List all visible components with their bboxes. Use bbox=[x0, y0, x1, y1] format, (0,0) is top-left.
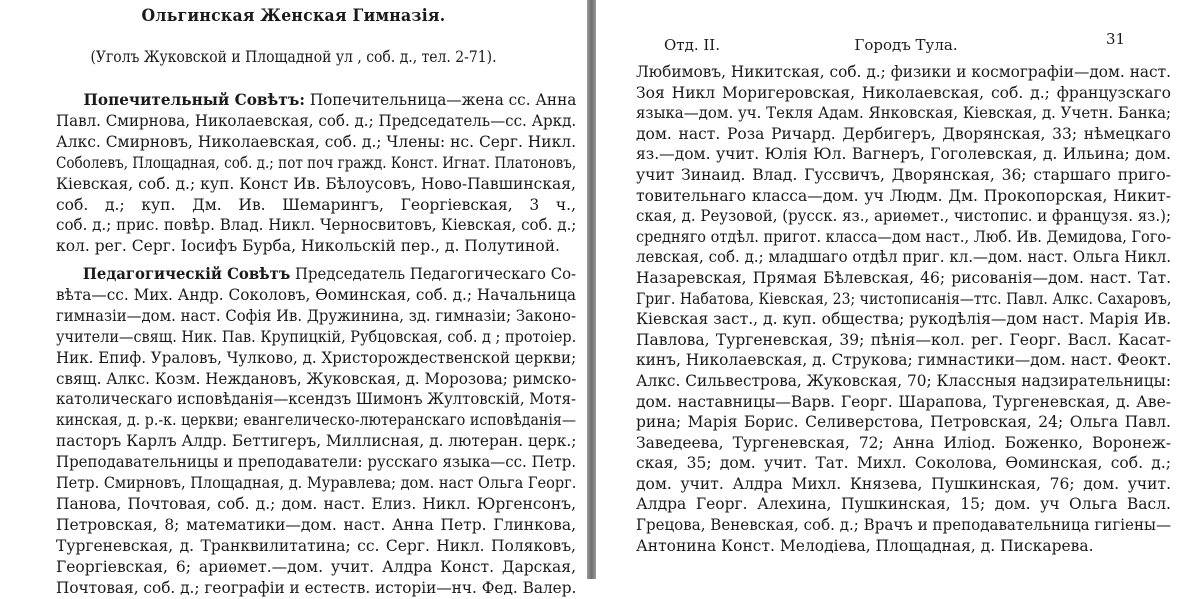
text-line: Павл. Смирнова, Николаевская, соб. д.; Председатель—сс. Аркд. bbox=[56, 111, 577, 130]
council-paragraph bbox=[56, 264, 576, 599]
text-line: Алкс. Смирновъ, Николаевская, соб. д.; Члены: нс. Серг. Никл. bbox=[56, 132, 577, 151]
text-line: кол. рег. Серг. Іосифъ Бурба, Никольскій пер., д. Полутиной. bbox=[56, 237, 560, 256]
text-line: Григ. Набатова, Кіевская, 23; чистописанія—ттс. Павл. Алкс. Сахаровъ, bbox=[636, 289, 1172, 308]
text-line: кинская, д. р.-к. церкви; евангелическо-лютеранскаго исповѣданія— bbox=[56, 411, 577, 430]
text-line: Кіевская заст., д. куп. общества; рукодѣлія—дом наст. Марія Ив. bbox=[636, 310, 1171, 329]
text-line: средняго отдѣл. пригот. класса—дом наст., Люб. Ив. Демидова, Гого- bbox=[636, 227, 1171, 246]
text-line: товительнаго класса—дом. уч Людм. Дм. Прокопорская, Никит- bbox=[636, 186, 1171, 205]
text-line: Грецова, Веневская, соб. д.; Врачъ и преподавательница гигіены— bbox=[636, 516, 1172, 535]
text-line: Ник. Епиф. Ураловъ, Чулково, д. Христорождественской церкви; bbox=[56, 348, 577, 367]
gymnasium-title: Ольгинская Женская Гимназія. bbox=[141, 6, 446, 26]
council-lead: Педагогическій Совѣтъ bbox=[82, 264, 291, 283]
right-paragraph bbox=[636, 62, 1171, 556]
page-number: 31 bbox=[1106, 30, 1126, 48]
text-line: Антонина Конст. Мелодіева, Площадная, д. Пискарева. bbox=[636, 536, 1094, 555]
page-gutter bbox=[587, 0, 596, 579]
board-paragraph bbox=[56, 90, 576, 257]
text-line: дом. наст. Роза Ричард. Дербигеръ, Дворянская, 33; нѣмецкаго bbox=[636, 124, 1171, 143]
text-line: Заведеева, Тургеневская, 72; Анна Иліод. Боженко, Воронеж- bbox=[636, 433, 1171, 452]
text-line: католическаго исповѣданія—ксендзъ Шимонъ Жултовскій, Мотя- bbox=[56, 390, 577, 409]
board-first-line bbox=[56, 90, 604, 111]
text-line: пасторъ Карлъ Алдр. Беттигеръ, Миллисная, д. лютеран. церк.; bbox=[56, 432, 577, 451]
text-line: Алкс. Сильвестрова, Жуковская, 70; Классныя надзирательницы: bbox=[636, 371, 1172, 390]
text-line: Зоя Никл Моригеровская, Николаевская, соб. д.; французскаго bbox=[636, 83, 1171, 102]
text-line: гимназіи—дом. наст. Софія Ив. Дружинина, зд. гимназіи; Законо- bbox=[56, 306, 576, 325]
gymnasium-address: (Уголъ Жуковской и Площадной ул , соб. д., тел. 2-71). bbox=[90, 48, 497, 66]
text-line: учители—свящ. Ник. Пав. Крупицкій, Рубцовская, соб. д ; протоіер. bbox=[56, 327, 577, 346]
text-line: Любимовъ, Никитская, соб. д.; физики и космографіи—дом. наст. bbox=[636, 63, 1171, 81]
text-line: Петр. Смирновъ, Площадная, д. Муравлева; дом. наст Ольга Георг. bbox=[56, 474, 577, 493]
text-line: вѣта—сс. Мих. Андр. Соколовъ, Ѳоминская, соб. д.; Начальница bbox=[56, 285, 576, 304]
section-label: Отд. II. bbox=[664, 36, 720, 54]
text-line: рина; Марія Борис. Селиверстова, Петровская, 24; Ольга Павл. bbox=[636, 413, 1171, 432]
council-first-line bbox=[56, 264, 603, 285]
text-line: ская, 35; дом. учит. Тат. Михл. Соколова, Ѳоминская, соб. д.; bbox=[636, 454, 1171, 473]
text-line: Председатель Педагогическаго Со- bbox=[290, 265, 577, 283]
running-header bbox=[596, 30, 1200, 54]
text-line: Петровская, 8; математики—дом. наст. Анна Петр. Глинкова, bbox=[56, 515, 576, 534]
text-line: Алдра Георг. Алехина, Пушкинская, 15; дом. уч Ольга Васл. bbox=[636, 495, 1171, 514]
city-heading: Городъ Тула. bbox=[854, 36, 958, 54]
text-line: Попечительница—жена сс. Анна bbox=[304, 91, 577, 109]
text-line: дом. наставницы—Варв. Георг. Шарапова, Тургеневская, д. Аве- bbox=[636, 392, 1171, 411]
text-line: Тургеневская, д. Транквилитатина; сс. Серг. Никл. Поляковъ, bbox=[56, 536, 576, 555]
text-line: ская, д. Реузовой, (русск. яз., ариѳмет., чистопис. и французя. яз.); bbox=[636, 207, 1171, 226]
text-line: Соболевъ, Площадная, соб. д.; пот поч гражд. Конст. Игнат. Платоновъ, bbox=[56, 153, 577, 172]
text-line: Панова, Почтовая, соб. д.; дом. наст. Елиз. Никл. Юргенсонъ, bbox=[56, 494, 576, 513]
text-line: Кіевская, соб. д.; куп. Конст Ив. Бѣлоусовъ, Ново-Павшинская, bbox=[56, 174, 576, 193]
text-line: Преподавательницы и преподаватели: русскаго языка—сс. Петр. bbox=[56, 453, 577, 472]
text-line: языка—дом. уч. Текля Адам. Янковская, Кіевская, д. Учетн. Банка; bbox=[636, 104, 1172, 123]
text-line: Георгіевская, 6; ариѳмет.—дом. учит. Алдра Конст. Дарская, bbox=[56, 557, 576, 576]
left-page bbox=[0, 0, 587, 597]
text-line: яз.—дом. учит. Юлія Юл. Вагнеръ, Гоголевская, д. Ильина; дом. bbox=[636, 145, 1171, 164]
text-line: соб. д.; куп. Дм. Ив. Шемарингъ, Георгіевская, 3 ч., bbox=[56, 195, 576, 214]
text-line: левская, соб. д.; младшаго отдѣл приг. кл.—дом. наст. Ольга Никл. bbox=[636, 248, 1172, 267]
text-line: соб. д.; прис. повѣр. Влад. Никл. Черносвитовъ, Кіевская, соб. д.; bbox=[56, 216, 577, 235]
text-line: учит Зинаид. Влад. Гуссвичъ, Дворянская, 36; старшаго приго- bbox=[636, 165, 1171, 184]
text-line: Назаревская, Прямая Бѣлевская, 46; рисованія—дом. наст. Тат. bbox=[636, 268, 1171, 287]
board-lead: Попечительный Совѣтъ: bbox=[83, 90, 305, 109]
text-line: Почтовая, соб. д.; географіи и естеств. исторіи—нч. Фед. Валер. bbox=[56, 578, 577, 597]
text-line: дом. учит. Алдра Михл. Князева, Пушкинская, 76; дом. учит. bbox=[636, 474, 1171, 493]
right-page bbox=[596, 0, 1200, 579]
text-line: Павлова, Тургеневская, 39; пѣнія—кол. рег. Георг. Васл. Касат- bbox=[636, 330, 1171, 349]
text-line: кинъ, Николаевская, д. Струкова; гимнастики—дом. наст. Феокт. bbox=[636, 351, 1172, 370]
text-line: свящ. Алкс. Козм. Неждановъ, Жуковская, д. Морозова; римско- bbox=[56, 369, 577, 388]
